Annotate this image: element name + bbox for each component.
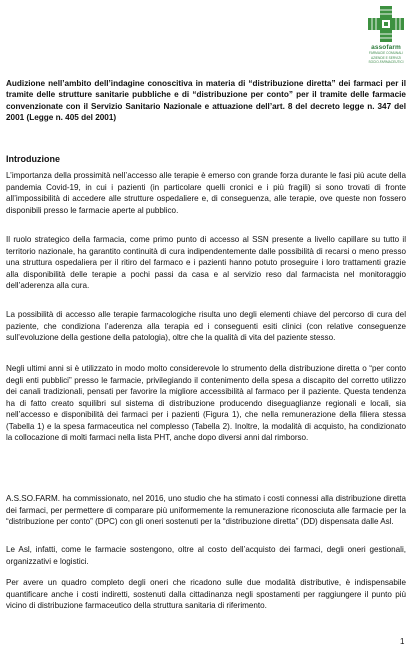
section-heading: Introduzione — [6, 154, 60, 164]
paragraph-6: Le Asl, infatti, come le farmacie sostengono, oltre al costo dell’acquisto dei farmaci, degli oneri gestionali, organizzativi e logistici. — [6, 545, 406, 566]
paragraph-5: A.S.SO.FARM. ha commissionato, nel 2016, uno studio che ha stimato i costi connessi alla distribuzione diretta dei farmaci, per permettere di comparare più uniformemente la remunerazione riconosciuta alle farmacie per la “distribuzione per conto” (DPC) con gli oneri sostenuti per la “distribuzione diretta” (DD) dispensata dalle Asl. — [6, 494, 406, 526]
cross-logo-icon — [366, 4, 406, 44]
page-number: 1 — [400, 637, 405, 646]
document-title: Audizione nell’ambito dell’indagine conoscitiva in materia di “distribuzione diretta” dei farmaci per il tramite delle strutture sanitarie pubbliche e di “distribuzione per conto” per il tramite delle farmacie convenzionate con il Servizio Sanitario Nazionale e attuazione dell’art. 8 del decreto legge n. 347 del 2001 (Legge n. 405 del 2001) — [6, 79, 406, 122]
paragraph-7: Per avere un quadro completo degli oneri che ricadono sulle due modalità distributive, è indispensabile quantificare anche i costi indiretti, sostenuti dalla cittadinanza negli spostamenti per raggiungere il punto più vicino di distribuzione farmaceutico della struttura sanitaria di riferimento. — [6, 578, 406, 610]
logo-tagline-line: SOCIO-FARMACEUTICI — [368, 60, 404, 65]
paragraph-4: Negli ultimi anni si è utilizzato in modo molto considerevole lo strumento della distribuzione diretta o “per conto degli enti pubblici” presso le farmacie, privilegiando il contenimento della spesa a discapito del corretto utilizzo dei canali tradizionali, pensati per favorire la migliore accessibilità al farmaco per il paziente. Questa tendenza ha di fatto creato squilibri sul sistema di distribuzione producendo diseguaglianze regionali e locali, sia nell’accesso e disponibilità dei farmaci per i pazienti (Figura 1), che nella remunerazione della filiera stessa (Tabella 1) e la spesa farmaceutica nel complesso (Tabella 2). Inoltre, la modalità di acquisto, ha condizionato la collocazione di molti farmaci nella lista PHT, anche dopo diversi anni dal rimborso. — [6, 364, 406, 442]
logo-tagline-line: FARMACIE COMUNALI — [368, 51, 403, 55]
paragraph-3: La possibilità di accesso alle terapie farmacologiche risulta uno degli elementi chiave del percorso di cura del paziente, che condiziona l’aderenza alla terapia ed i conseguenti esiti clinici (con relative conseguenze sull’evoluzione della gestione della patologia), oltre che la qualità di vita del paziente stesso. — [6, 310, 406, 342]
assofarm-logo — [366, 4, 406, 65]
logo-name: assofarm — [371, 44, 401, 51]
logo-tagline-line: AZIENDE E SERVIZI — [370, 55, 402, 60]
paragraph-2: Il ruolo strategico della farmacia, come primo punto di accesso al SSN presente a livello capillare su tutto il territorio nazionale, ha garantito continuità di cura indipendentemente dalle possibilità di recarsi o meno presso una struttura ospedaliera per il ritiro del farmaco e i pazienti hanno potuto proseguire i loro trattamenti grazie alla disponibilità delle terapie a pochi passi da casa e al servizio reso dal farmacista nel monitoraggio dell’aderenza alla cura. — [6, 235, 406, 290]
paragraph-1: L’importanza della prossimità nell’accesso alle terapie è emerso con grande forza durante le fasi più acute della pandemia Covid-19, in cui i pazienti (in particolare quelli cronici e i più fragili) si sono trovati di fronte all’impossibilità di accedere alle strutture ospedaliere e, di conseguenza, alle terapie, ove queste non fossero disponibili presso le farmacie aperte al pubblico. — [6, 171, 406, 215]
